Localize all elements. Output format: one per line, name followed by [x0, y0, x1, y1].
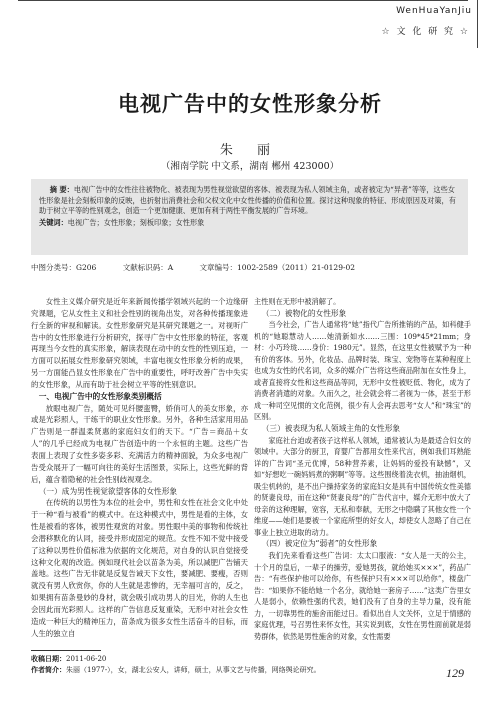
article-author: 朱 丽 — [219, 143, 281, 158]
body-paragraph: 家庭社台迫或者孩子这样私人领域，通常被认为是最适合妇女的领域中。大部分的厨卫，育婴广告都用女性来代言，例如我们耳熟能详的广告词“圣元优博，58种营养素，让妈妈的爱投有缺憾”，又如“好想吃一碗妈妈煮的粥啊”等等。这些围绕着洗衣机，抽油烟机，吸尘机转的，是不出户操持家务的家庭妇女是具有中国传统女性美德的贤妻良母，而在这种“贤妻良母”的广告代言中，媒介无形中放大了母亲的这种理解，宽容，无私和奉献，无形之中隐瞒了其他女性一个维度——她们是要被一个家庭所型的好女人，却使女人忽略了自己在事业上独立进取的动力。 — [254, 435, 471, 537]
author-bio: 朱丽（1977-），女，湖北公安人，讲师，硕士，从事文艺与传播，网络舆论研究。 — [66, 665, 321, 674]
body-paragraph: 主性则在无形中被消解了。 — [254, 297, 341, 306]
section-heading: （三）被表现为私人领域主角的女性形象 — [261, 424, 401, 434]
article-number: 文章编号：1002-2589（2011）21-0129-02 — [199, 263, 356, 272]
keywords-line — [39, 218, 460, 229]
body-paragraph: 当今社会，广告人通常将“她”指代广告所推销的产品，如科健手机的“她聪慧动人……她清新如水……三围：109*45*21mm；身材：小巧玲珑……身价：1980元”。显然，在这里女性被赋予为一种有价的客体。另外，化妆品、品牌时装、珠宝、宠物等在某种程度上也成为女性的代名词，众多的媒介广告将这些商品附加在女性身上，或者直接将女性和这些商品等同，无形中女性被贬低、物化，成为了消费者消遣的对象。久而久之，社会就会将二者视为一体，甚至于形成一种司空见惯的文化范例，很少有人会再去思考“女人”和“珠宝”的区别。 — [254, 320, 471, 422]
author-bio-label: 作者简介： — [31, 665, 66, 674]
masthead-top-rule — [18, 0, 468, 1]
brand-english: WenHuaYanJiu — [396, 6, 472, 16]
author-bio-line — [31, 665, 361, 676]
masthead-vertical-rule — [477, 0, 478, 48]
class-number: 中图分类号：G206 — [31, 263, 97, 272]
abstract-text: 电视广告中的女性往往被物化、被表现为男性视觉欲望的客体、被表现为私人领域主角，或者被定为“异者”等等，这些女性形象是社会刻板印象的反映，也折射出消费社会和父权文化中女性传播的价值和位置。探讨这种现象的特征、形成原因及对策，有助于树立平等的性别观念，创造一个更加健康、更加有利于两性平衡发展的广告环境。 — [39, 185, 456, 215]
body-column-right — [254, 296, 471, 642]
section-heading: 一、电视广告中的女性形象类别概括 — [38, 391, 162, 401]
footnote-rule — [31, 650, 101, 651]
section-heading: （二）被物化的女性形象 — [261, 308, 347, 318]
page-number: 129 — [446, 666, 464, 680]
footnote — [31, 654, 361, 675]
received-date: 2011-06-20 — [66, 655, 107, 663]
section-heading: （四）被定位为“弱者”的女性形象 — [261, 539, 378, 549]
author-affiliation: （湘南学院 中文系，湖南 郴州 423000） — [160, 161, 340, 172]
abstract-paragraph — [39, 185, 460, 217]
body-paragraph: 放眼电视广告，随处可见纤腰蛮臀，娇俏可人的美女形象，亦或是光彩照人，干练干的职业女性形象。另外，各种生活家用用品广告则是一群温柔贤惠的家庭妇女们的天下。“广告＝商品＋女人”的几乎已经成为电视广告创造中的一个永恒的主题。这些广告表面上表现了女性多姿多彩、充满活力的精神面貌，为众多电视广告受众展开了一幅可向往的美好生活图景，实际上，这些光鲜的背后，蕴含着隐秘的社会性别歧视观念。 — [31, 403, 248, 484]
brand-chinese: ☆ 文 化 研 究 ☆ — [381, 27, 470, 37]
article-title: 电视广告中的女性形象分析 — [118, 91, 382, 116]
received-label: 收稿日期： — [31, 655, 66, 663]
body-paragraph: 我们先来看看这些广告词：太太口服液：“女人是一天的公主，十个月的皇后，一辈子的操劳，爱她男孩，就给她买×××”，药品广告：“有些保护他可以给你，有些保护只有×××可以给你”，楼盘广告：“如果你不能给她一个名分，就给她一套房子……”这类广告里女人是弱小，依赖性强的代表，她们没有了自身的主导力量，没有能力，一切靠男性的施舍而能过日。看似出自人文关怀，立足于情感的家庭优理，号召男性来怀女性，其实说到底，女性在男性面前就是弱势群体，依然是男性施舍的对象，女性需要 — [254, 551, 471, 641]
section-heading: （一）成为男性视觉欲望客体的女性形象 — [38, 486, 178, 496]
body-paragraph: 在传统的以男性为本位的社会中，男性和女性在社会文化中处于一种“看与被看”的模式中。在这种模式中，男性是看的主体，女性是被看的客体，被男性观赏的对象。男性眼中美的事物和传统社会潜移默化的认同，接受并形成固定的规范。女性不知不觉中接受了这种以男性价值标准为依据的文化规范，对自身的认识自觉接受这种文化观的改造。例如现代社会以苗条为美，所以减肥广告铺天盖地。这些广告无非就是反复告诫天下女性，要减肥、要瘦，否则就没有男人欣赏你，你的人生就是悲惨的，无幸福可言的，反之，如果拥有苗条曼妙的身材，就会吸引成功男人的目光，你的人生也会因此而光彩照人。这样的广告信息反复重染，无形中对社会女性造成一种巨大的精神压力，苗条成为很多女性生活奋斗的目标，而人生的独立自 — [31, 498, 248, 638]
document-code: 文献标识码：A — [122, 263, 174, 272]
classification-line — [31, 262, 468, 273]
keywords-text: 电视广告；女性形象；刻板印象；女性形象 — [67, 217, 205, 227]
abstract-label: 摘 要： — [49, 185, 74, 194]
abstract-box — [31, 179, 468, 255]
body-column-left — [31, 296, 248, 639]
journal-masthead — [0, 0, 500, 60]
body-paragraph: 女性主义媒介研究是近年来新闻传播学领域兴起的一个边缘研究课题，它从女性主义和社会性别的视角出发，对各种传播现象进行全新的审视和解读。女性形象研究是其研究课题之一。对视听广告中的女性形象进行分析研究，探寻广告中女性形象的特征，客观再现当今女性的真实形象，解读表现在动中的女性的性别压迫，一方面可以拓展女性形象研究领域，丰富电视女性形象分析的成果，另一方面能凸显女性形象在广告中的重要性，呼吁改善广告中失实的女性形象，从而有助于社会树立平等的性别意识。 — [31, 297, 248, 389]
journal-brand — [358, 2, 476, 52]
received-date-line — [31, 654, 361, 665]
keywords-label: 关键词： — [39, 217, 68, 227]
